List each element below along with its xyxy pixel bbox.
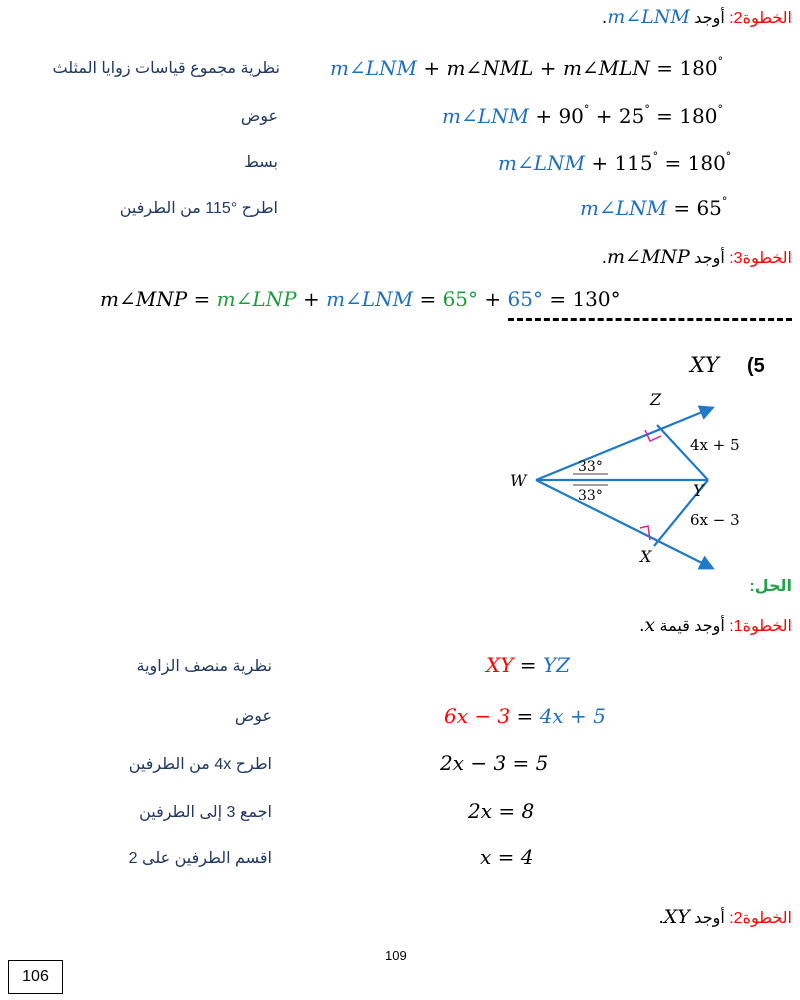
seg-xy-label: 6x − 3 <box>690 511 740 529</box>
label-w: W <box>510 471 527 490</box>
angle-bisector-diagram <box>490 378 790 578</box>
find-word: أوجد <box>694 10 725 27</box>
target-angle: m∠LNM <box>607 6 690 28</box>
target-angle: m∠MNP <box>607 246 690 268</box>
reason-b4: اجمع 3 إلى الطرفين <box>139 804 272 821</box>
equation-1: m∠LNM + m∠NML + m∠MLN = 180° <box>330 55 724 80</box>
page-box-number: 106 <box>22 968 49 985</box>
step3-heading: الخطوة3: أوجد m∠MNP. <box>601 246 792 268</box>
angle-bottom-label: 33° <box>578 488 603 504</box>
equation-b3: 2x − 3 = 5 <box>440 751 549 775</box>
step1-heading: الخطوة1: أوجد قيمة x. <box>639 614 792 636</box>
reason-2: عوض <box>240 108 278 125</box>
label-x: X <box>640 547 652 566</box>
equation-b4: 2x = 8 <box>468 799 535 823</box>
section-divider <box>508 318 792 321</box>
label-z: Z <box>650 390 662 409</box>
problem-target: XY <box>690 353 719 377</box>
step-label: الخطوة3: <box>729 250 792 267</box>
equation-b2: 6x − 3 = 4x + 5 <box>444 704 606 728</box>
reason-1: نظرية مجموع قياسات زوايا المثلث <box>52 60 280 77</box>
equation-b5: x = 4 <box>480 845 534 869</box>
problem-number: (5 <box>747 355 765 377</box>
seg-zy-label: 4x + 5 <box>690 436 740 454</box>
reason-b1: نظرية منصف الزاوية <box>136 658 272 675</box>
step3-equation: m∠MNP = m∠LNP + m∠LNM = 65° + 65° = 130° <box>100 287 621 311</box>
label-y: Y <box>693 481 704 500</box>
reason-4: اطرح °115 من الطرفين <box>119 200 278 217</box>
equation-3: m∠LNM + 115° = 180° <box>498 150 732 175</box>
reason-3: بسط <box>244 154 278 171</box>
ray-wx <box>536 480 712 568</box>
step1-target: x <box>644 614 656 636</box>
step-label: الخطوة2: <box>729 10 792 27</box>
step2-heading: الخطوة2: أوجد m∠LNM. <box>601 6 792 28</box>
find-word: أوجد <box>694 250 725 267</box>
equation-b1: XY = YZ <box>486 653 571 677</box>
solution-label: الحل: <box>749 578 792 595</box>
step2b-target: XY <box>663 906 690 928</box>
find-word: أوجد <box>694 910 725 927</box>
equation-4: m∠LNM = 65° <box>580 195 728 220</box>
step-label: الخطوة1: <box>729 618 792 635</box>
step2b-heading: الخطوة2: أوجد XY. <box>658 906 792 928</box>
step-label: الخطوة2: <box>729 910 792 927</box>
angle-top-label: 33° <box>578 459 603 475</box>
page-box <box>8 960 63 994</box>
ray-wz <box>536 408 712 480</box>
page-number: 109 <box>385 948 407 963</box>
equation-2: m∠LNM + 90° + 25° = 180° <box>442 103 723 128</box>
reason-b5: اقسم الطرفين على 2 <box>128 850 272 867</box>
reason-b3: اطرح 4x من الطرفين <box>128 756 272 773</box>
step1-text: أوجد قيمة <box>659 618 725 635</box>
reason-b2: عوض <box>234 708 272 725</box>
